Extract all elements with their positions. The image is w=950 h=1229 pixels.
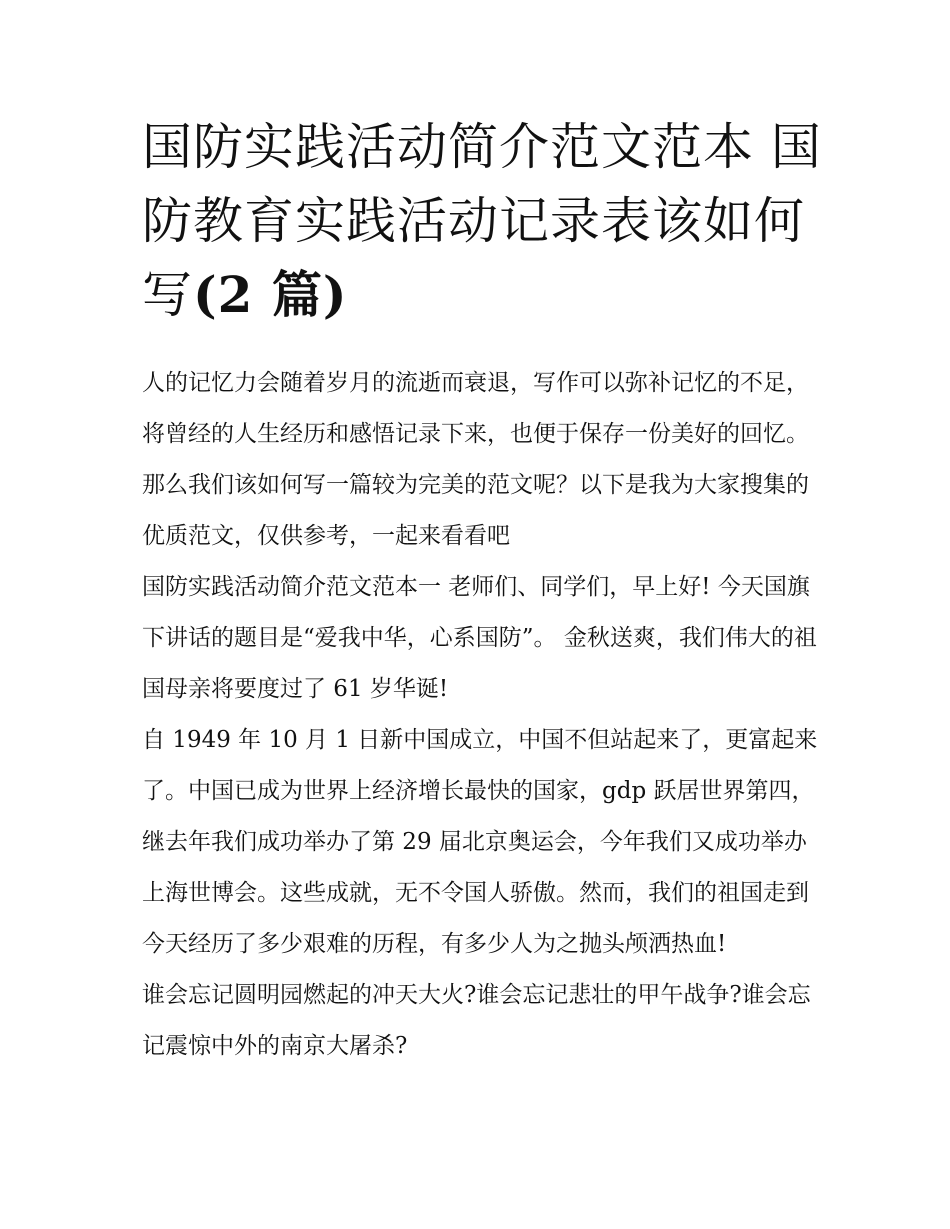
title-count: (2 篇) [193, 265, 348, 324]
paragraph-achievements: 自 1949 年 10 月 1 日新中国成立，中国不但站起来了，更富起来了。中国已成为世界上经济增长最快的国家，gdp 跃居世界第四，继去年我们成功举办了第 29 届北京奥运会，今年我们又成功举办上海世博会。这些成就，无不令国人骄傲。然而，我们的祖国走到今天经历了多少艰难的历程，有多少人为之抛头颅洒热血! [142, 727, 818, 957]
title-text: 国防实践活动简介范文范本 国防教育实践活动记录表该如何写 [142, 118, 822, 324]
document-title [142, 110, 822, 332]
paragraph-intro: 人的记忆力会随着岁月的流逝而衰退，写作可以弥补记忆的不足，将曾经的人生经历和感悟记录下来，也便于保存一份美好的回忆。那么我们该如何写一篇较为完美的范文呢？以下是我为大家搜集的优质范文，仅供参考，一起来看看吧 [142, 370, 809, 549]
document-body [142, 358, 822, 1072]
paragraph-speech-opening: 国防实践活动简介范文范本一 老师们、同学们，早上好! 今天国旗下讲话的题目是“爱我中华，心系国防”。 金秋送爽，我们伟大的祖国母亲将要度过了 61 岁华诞! [142, 574, 817, 702]
paragraph-history: 谁会忘记圆明园燃起的冲天大火?谁会忘记悲壮的甲午战争?谁会忘记震惊中外的南京大屠杀? [142, 982, 811, 1059]
